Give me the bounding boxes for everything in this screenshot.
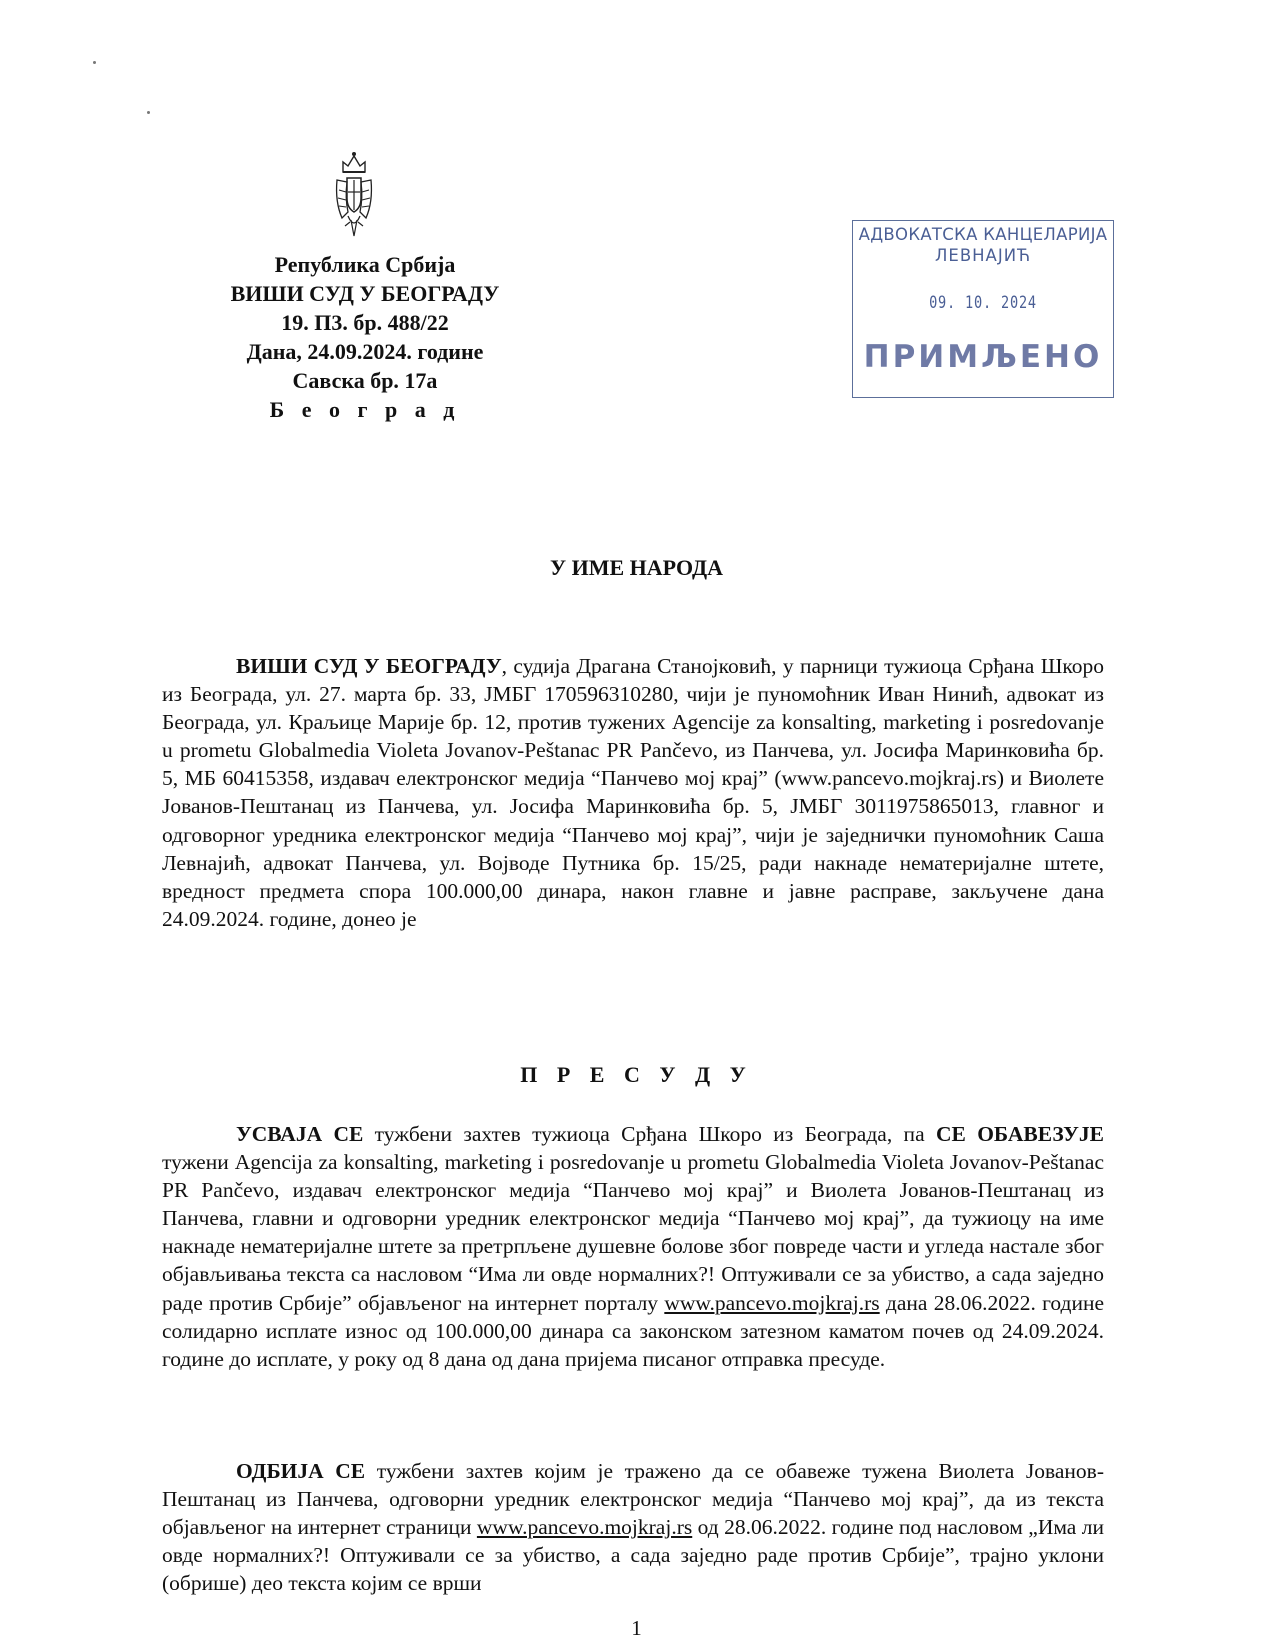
stamp-date: 09. 10. 2024 (929, 293, 1037, 313)
republic-name: Република Србија (274, 252, 456, 277)
stamp-status: ПРИМЉЕНО (863, 339, 1103, 375)
verdict-2-text-a: тужбени захтев којим је тражено да се обавеже тужена Виолета Јованов-Пештанац из Панчева, одговорни уредник електронског медија “Панчево мој крај”, да из текста објављеног на интернет страници (162, 1459, 1104, 1540)
document-date: Дана, 24.09.2024. године (246, 339, 484, 364)
page-number: 1 (631, 1616, 642, 1640)
heading-in-the-name-of-people: У ИМЕ НАРОДА (549, 555, 724, 580)
intro-court-name: ВИШИ СУД У БЕОГРАДУ (236, 654, 502, 678)
intro-paragraph (162, 652, 1104, 933)
heading-verdict: П Р Е С У Д У (520, 1062, 753, 1087)
court-header (190, 250, 540, 424)
verdict-1-lead: УСВАЈА СЕ (236, 1122, 364, 1146)
intro-text: , судија Драгана Станојковић, у парници тужиоца Срђана Шкоро из Београда, ул. 27. марта бр. 33, ЈМБГ 170596310280, чији је пуномоћник Иван Нинић, адвокат из Београда, ул. Краљице Марије бр. 12, против тужених Agencije za konsalting, marketing i posredovanje u prometu Globalmedia Violeta Jovanov-Peštanac PR Pančevo, из Панчева, ул. Јосифа Маринковића бр. 5, МБ 60415358, издавач електронског медија “Панчево мој крај” (www.pancevo.mojkraj.rs) и Виолете Јованов-Пештанац из Панчева, ул. Јосифа Маринковића бр. 5, ЈМБГ 3011975865013, главног и одговорног уредника електронског медија “Панчево мој крај”, чији је заједнички пуномоћник Саша Левнајић, адвокат Панчева, ул. Војводе Путника бр. 15/25, ради накнаде нематеријалне штете, вредност предмета спора 100.000,00 динара, након главне и јавне расправе, закључене дана 24.09.2024. године, донео је (162, 654, 1105, 931)
court-city: Б е о г р а д (269, 397, 461, 422)
scan-speck (147, 111, 150, 114)
verdict-2-text-b: од 28.06.2022. године под насловом „Има ли овде нормалних?! Оптуживали се за убиство, а сада заједно раде против Србије”, трајно уклони (обрише) део текста којим се врши (162, 1515, 1104, 1596)
stamp-office-owner: ЛЕВНАЈИЋ (934, 246, 1032, 265)
stamp-office-name: АДВОКАТСКА КАНЦЕЛАРИЈА (858, 225, 1108, 244)
coat-of-arms-icon (333, 150, 375, 240)
verdict-2-lead: ОДБИЈА СЕ (236, 1459, 366, 1483)
verdict-paragraph-2 (162, 1457, 1104, 1597)
verdict-1-portal-link[interactable]: www.pancevo.mojkraj.rs (664, 1290, 880, 1315)
verdict-1-obligation: СЕ ОБАВЕЗУЈЕ (935, 1122, 1104, 1146)
scan-speck (93, 61, 96, 64)
verdict-1-text-a: тужбени захтев тужиоца Срђана Шкоро из Београда, па (363, 1122, 936, 1146)
verdict-paragraph-1 (162, 1120, 1104, 1373)
court-name: ВИШИ СУД У БЕОГРАДУ (230, 281, 500, 306)
verdict-1-text-d: дана 28.06.2022. године солидарно исплате износ од 100.000,00 динара са законском затезном каматом почев од 24.09.2024. године до исплате, у року од 8 дана од дана пријема писаног отправка пресуде. (162, 1290, 1104, 1371)
verdict-1-text-c: тужени Agencija za konsalting, marketing i posredovanje u prometu Globalmedia Violeta Jovanov-Peštanac PR Pančevo, издавач електронског медија “Панчево мој крај” и Виолета Јованов-Пештанац из Панчева, главни и одговорни уредник електронског медија “Панчево мој крај”, да тужиоцу на име накнаде нематеријалне штете за претрпљене душевне болове због повреде части и угледа настале због објављивања текста са насловом “Има ли овде нормалних?! Оптуживали се за убиство, а сада заједно раде против Србије” објављеног на интернет порталу (162, 1150, 1104, 1315)
received-stamp (852, 220, 1114, 398)
verdict-2-portal-link[interactable]: www.pancevo.mojkraj.rs (476, 1515, 693, 1540)
court-address: Савска бр. 17а (292, 368, 438, 393)
case-number: 19. П3. бр. 488/22 (281, 310, 449, 335)
